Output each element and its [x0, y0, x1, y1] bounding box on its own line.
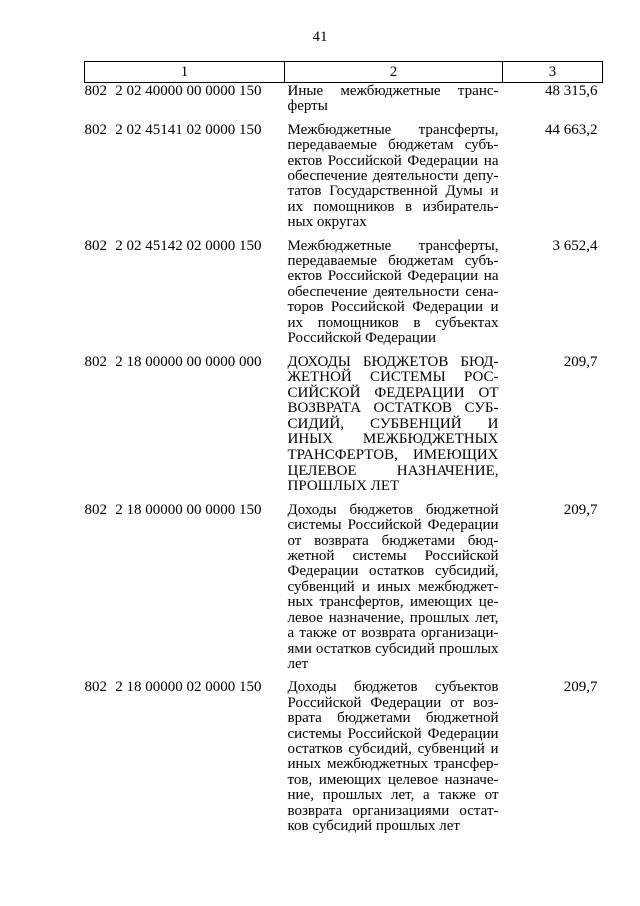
revenue-name: Доходы бюджетов бюджетной системы Российской Федерации от возврата бюджетами бюджетной системы Российской Федерации остатков субсидий, субвенций и иных межбюджетных трансфертов, имеющих целевое назначение, прошлых лет, а также от возврата организациями остатков субсидий прошлых лет — [287, 501, 499, 672]
admin-code: 802 — [84, 679, 107, 696]
revenue-amount: 44 663,2 — [545, 121, 598, 138]
table-header-row — [85, 62, 603, 83]
admin-code: 802 — [84, 237, 107, 254]
revenue-name: Межбюджетные трансферты, передаваемые бюджетам субъектов Российской Федерации на обеспечение деятельности депутатов Государственной Думы и их помощников в избирательных округах — [287, 121, 499, 231]
table-row — [85, 355, 603, 503]
revenue-table — [84, 61, 603, 842]
table-row — [85, 123, 603, 239]
admin-code: 802 — [84, 83, 107, 99]
budget-code-cell — [85, 503, 285, 680]
admin-code: 802 — [84, 121, 107, 138]
table-row — [85, 680, 603, 842]
table-row — [85, 503, 603, 680]
column-header-name: 2 — [285, 62, 503, 83]
revenue-name: Иные межбюджетные трансферты — [287, 83, 499, 115]
budget-code-cell — [85, 239, 285, 355]
column-header-value: 3 — [503, 62, 603, 83]
revenue-amount: 209,7 — [563, 501, 598, 518]
column-header-code: 1 — [85, 62, 285, 83]
revenue-name: Доходы бюджетов субъектов Российской Федерации от возврата бюджетами бюджетной системы Российской Федерации остатков субсидий, субвенций и иных межбюджетных трансфертов, имеющих целевое назначение, прошлых лет, а также от возврата организациями остатков субсидий прошлых лет — [287, 679, 499, 834]
revenue-name: ДОХОДЫ БЮДЖЕТОВ БЮДЖЕТНОЙ СИСТЕМЫ РОССИЙСКОЙ ФЕДЕРАЦИИ ОТ ВОЗВРАТА ОСТАТКОВ СУБСИДИЙ, СУБВЕНЦИЙ И ИНЫХ МЕЖБЮДЖЕТНЫХ ТРАНСФЕРТОВ, ИМЕЮЩИХ ЦЕЛЕВОЕ НАЗНАЧЕНИЕ, ПРОШЛЫХ ЛЕТ — [287, 353, 499, 495]
revenue-amount: 3 652,4 — [552, 237, 598, 254]
classification-code: 2 02 45142 02 0000 150 — [115, 237, 262, 254]
table-row — [85, 239, 603, 355]
revenue-amount: 209,7 — [563, 679, 598, 696]
revenue-amount: 48 315,6 — [545, 83, 598, 99]
budget-code-cell — [85, 83, 285, 123]
page-number: 41 — [312, 29, 328, 45]
revenue-amount: 209,7 — [563, 353, 598, 370]
revenue-name: Межбюджетные трансферты, передаваемые бюджетам субъектов Российской Федерации на обеспечение деятельности сенаторов Российской Федерации и их помощников в субъектах Российской Федерации — [287, 237, 499, 347]
classification-code: 2 02 45141 02 0000 150 — [115, 121, 262, 138]
budget-code-cell — [85, 355, 285, 503]
classification-code: 2 18 00000 00 0000 000 — [115, 353, 262, 370]
classification-code: 2 02 40000 00 0000 150 — [115, 83, 262, 99]
classification-code: 2 18 00000 02 0000 150 — [115, 679, 262, 696]
table-row — [85, 83, 603, 123]
admin-code: 802 — [84, 501, 107, 518]
budget-code-cell — [85, 123, 285, 239]
admin-code: 802 — [84, 353, 107, 370]
budget-code-cell — [85, 680, 285, 842]
classification-code: 2 18 00000 00 0000 150 — [115, 501, 262, 518]
